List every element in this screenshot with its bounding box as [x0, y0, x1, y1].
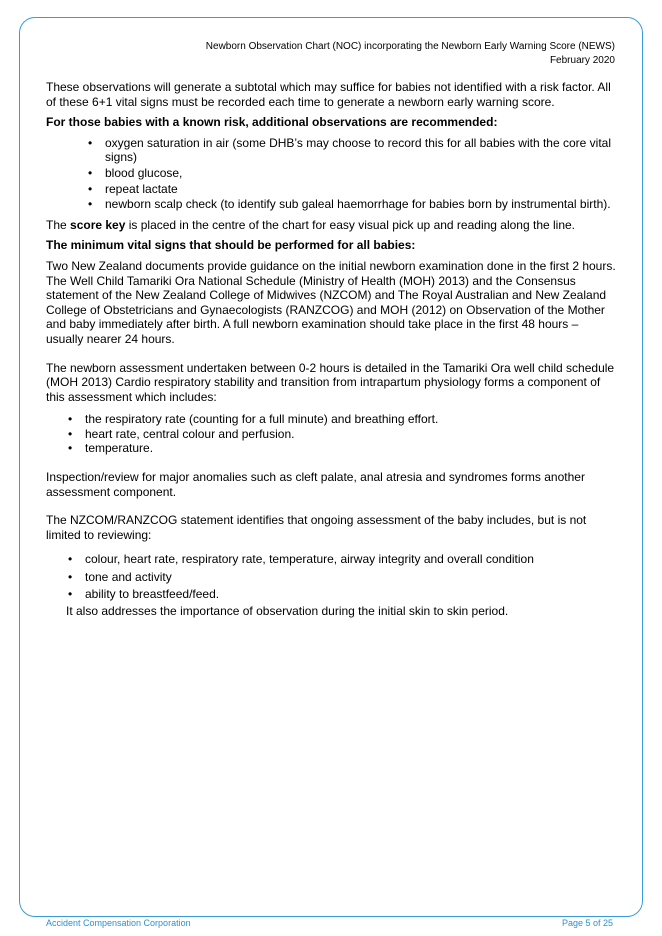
list-item: • colour, heart rate, respiratory rate, temperature, airway integrity and overall condition [68, 552, 534, 567]
minimum-vitals-heading: The minimum vital signs that should be performed for all babies: [46, 238, 416, 253]
risk-heading: For those babies with a known risk, additional observations are recommended: [46, 115, 498, 130]
risk-list [88, 135, 618, 212]
list-item: • newborn scalp check (to identify sub galeal haemorrhage for babies born by instrumental birth). [88, 197, 611, 212]
bullet-icon: • [88, 165, 93, 180]
list-item: • oxygen saturation in air (some DHB’s may choose to record this for all babies with the core vital signs) [88, 135, 612, 165]
footer-organization: Accident Compensation Corporation [46, 918, 191, 928]
assessment-list [68, 412, 618, 456]
bullet-icon: • [88, 181, 93, 196]
statement-paragraph: The NZCOM/RANZCOG statement identifies that ongoing assessment of the baby includes, but is not limited to reviewing: [46, 513, 587, 542]
header-date: February 2020 [549, 55, 615, 66]
bullet-icon: • [68, 586, 73, 601]
score-key-paragraph: The score key is placed in the centre of the chart for easy visual pick up and reading along the line. [46, 217, 576, 232]
nz-documents-paragraph: Two New Zealand documents provide guidance on the initial newborn examination done in the first 2 hours. The Well Child Tamariki Ora National Schedule (Ministry of Health (MOH) 2013) and the Consensus statement of the New Zealand College of Midwives (NZCOM) and The Royal Australian and New Zealand College of Obstetricians and Gynaecologists (RANZCOG) and MOH (2012) on Observation of the Mother and baby immediately after birth. A full newborn examination should take place in the first 48 hours – usually nearer 24 hours. [46, 258, 616, 346]
list-item: • ability to breastfeed/feed. [68, 586, 220, 601]
list-item: • the respiratory rate (counting for a full minute) and breathing effort. [68, 412, 439, 427]
list-item: • repeat lactate [88, 181, 178, 196]
inspection-paragraph: Inspection/review for major anomalies such as cleft palate, anal atresia and syndromes forms another assessment component. [46, 470, 585, 499]
review-list [68, 552, 618, 601]
bullet-icon: • [68, 441, 73, 456]
score-key-term: score key [70, 217, 126, 232]
footer-page-number: Page 5 of 25 [561, 918, 613, 928]
bullet-icon: • [88, 197, 93, 212]
bullet-icon: • [68, 412, 73, 427]
list-item: • heart rate, central colour and perfusion. [68, 426, 295, 441]
page-header [206, 40, 615, 68]
closing-paragraph: It also addresses the importance of observation during the initial skin to skin period. [66, 604, 509, 618]
bullet-icon: • [68, 426, 73, 441]
header-title: Newborn Observation Chart (NOC) incorporating the Newborn Early Warning Score (NEWS) [205, 41, 615, 52]
assessment-paragraph: The newborn assessment undertaken between 0-2 hours is detailed in the Tamariki Ora well child schedule (MOH 2013) Cardio respiratory stability and transition from intrapartum physiology forms a component of this assessment which includes: [46, 360, 615, 404]
document-body [46, 80, 618, 619]
list-item: • tone and activity [68, 569, 172, 584]
list-item: • temperature. [68, 441, 154, 456]
bullet-icon: • [68, 552, 73, 567]
bullet-icon: • [88, 135, 93, 150]
intro-paragraph: These observations will generate a subtotal which may suffice for babies not identified with a risk factor. All of these 6+1 vital signs must be recorded each time to generate a newborn early warning score. [46, 80, 611, 109]
bullet-icon: • [68, 569, 73, 584]
list-item: • blood glucose, [88, 165, 183, 180]
